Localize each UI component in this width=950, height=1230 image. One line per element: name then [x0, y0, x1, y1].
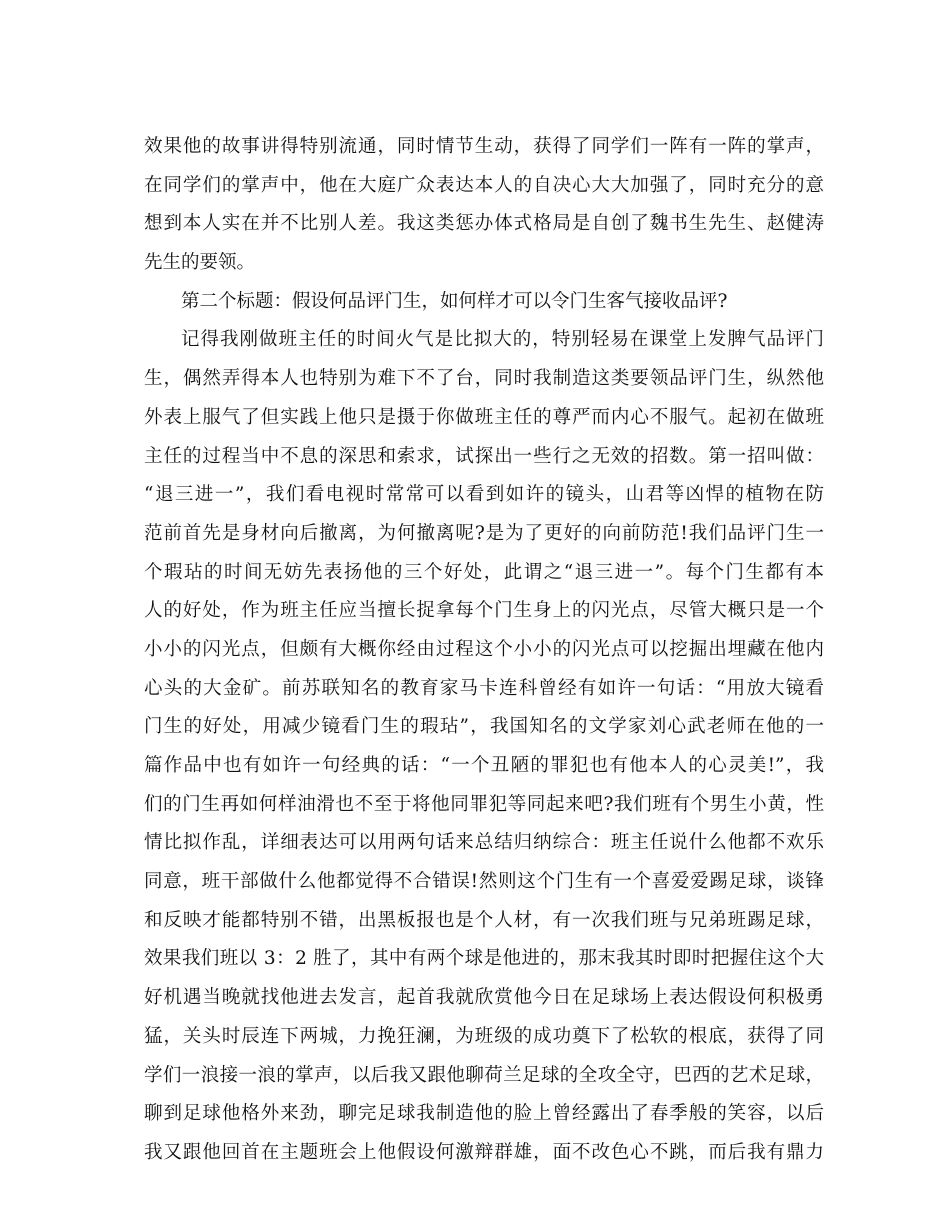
paragraph-1-line: 先生的要领。 — [144, 252, 256, 274]
paragraph-2-line: 小小的闪光点，但颇有大概你经由过程这个小小的闪光点可以挖掘出埋藏在他内 — [144, 638, 824, 660]
paragraph-1-line: 想到本人实在并不比别人差。我这类惩办体式格局是自创了魏书生先生、赵健涛 — [144, 213, 824, 235]
paragraph-2-line: 心头的大金矿。前苏联知名的教育家马卡连科曾经有如许一句话：“用放大镜看 — [144, 677, 824, 699]
paragraph-2-line: 我又跟他回首在主题班会上他假设何激辩群雄，面不改色心不跳，而后我有鼎力 — [144, 1141, 824, 1163]
body-text — [144, 128, 824, 1173]
paragraph-2-line: 外表上服气了但实践上他只是摄于你做班主任的尊严而内心不服气。起初在做班 — [144, 406, 824, 428]
paragraph-2-line: “退三进一”，我们看电视时常常可以看到如许的镜头，山君等凶悍的植物在防 — [144, 484, 824, 506]
paragraph-2-line: 人的好处，作为班主任应当擅长捉拿每个门生身上的闪光点，尽管大概只是一个 — [144, 600, 824, 622]
paragraph-2-line: 门生的好处，用减少镜看门生的瑕玷”，我国知名的文学家刘心武老师在他的一 — [144, 716, 824, 738]
paragraph-2-line: 情比拟作乱，详细表达可以用两句话来总结归纳综合：班主任说什么他都不欢乐 — [144, 832, 824, 854]
paragraph-1-line: 在同学们的掌声中，他在大庭广众表达本人的自决心大大加强了，同时充分的意 — [144, 174, 824, 196]
paragraph-2-line: 们的门生再如何样油滑也不至于将他同罪犯等同起来吧?我们班有个男生小黄，性 — [144, 793, 824, 815]
paragraph-2-line: 个瑕玷的时间无妨先表扬他的三个好处，此谓之“退三进一”。每个门生都有本 — [144, 561, 824, 583]
section-heading: 第二个标题：假设何品评门生，如何样才可以令门生客气接收品评? — [181, 290, 728, 312]
paragraph-2-line: 主任的过程当中不息的深思和索求，试探出一些行之无效的招数。第一招叫做： — [144, 445, 824, 467]
paragraph-1-line: 效果他的故事讲得特别流通，同时情节生动，获得了同学们一阵有一阵的掌声， — [144, 136, 824, 157]
paragraph-2-line: 聊到足球他格外来劲，聊完足球我制造他的脸上曾经露出了春季般的笑容，以后 — [144, 1103, 824, 1125]
paragraph-2-line: 和反映才能都特别不错，出黑板报也是个人材，有一次我们班与兄弟班踢足球， — [144, 909, 824, 931]
paragraph-2-line: 好机遇当晚就找他进去发言，起首我就欣赏他今日在足球场上表达假设何积极勇 — [144, 987, 824, 1009]
paragraph-2-line: 学们一浪接一浪的掌声，以后我又跟他聊荷兰足球的全攻全守，巴西的艺术足球， — [144, 1064, 824, 1086]
paragraph-2-line: 范前首先是身材向后撤离，为何撤离呢?是为了更好的向前防范!我们品评门生一 — [144, 522, 824, 544]
paragraph-2-line: 同意，班干部做什么他都觉得不合错误!然则这个门生有一个喜爱爱踢足球，谈锋 — [144, 871, 824, 893]
paragraph-2-line: 猛，关头时辰连下两城，力挽狂澜，为班级的成功奠下了松软的根底，获得了同 — [144, 1025, 824, 1047]
paragraph-2-line: 效果我们班以 3：2 胜了，其中有两个球是他进的，那末我其时即时把握住这个大 — [144, 948, 824, 970]
paragraph-2-line: 记得我刚做班主任的时间火气是比拟大的，特别轻易在课堂上发脾气品评门 — [181, 329, 824, 351]
paragraph-2-line: 篇作品中也有如许一句经典的话：“一个丑陋的罪犯也有他本人的心灵美!”，我 — [144, 755, 824, 776]
paragraph-2-line: 生，偶然弄得本人也特别为难下不了台，同时我制造这类要领品评门生，纵然他 — [144, 368, 824, 390]
